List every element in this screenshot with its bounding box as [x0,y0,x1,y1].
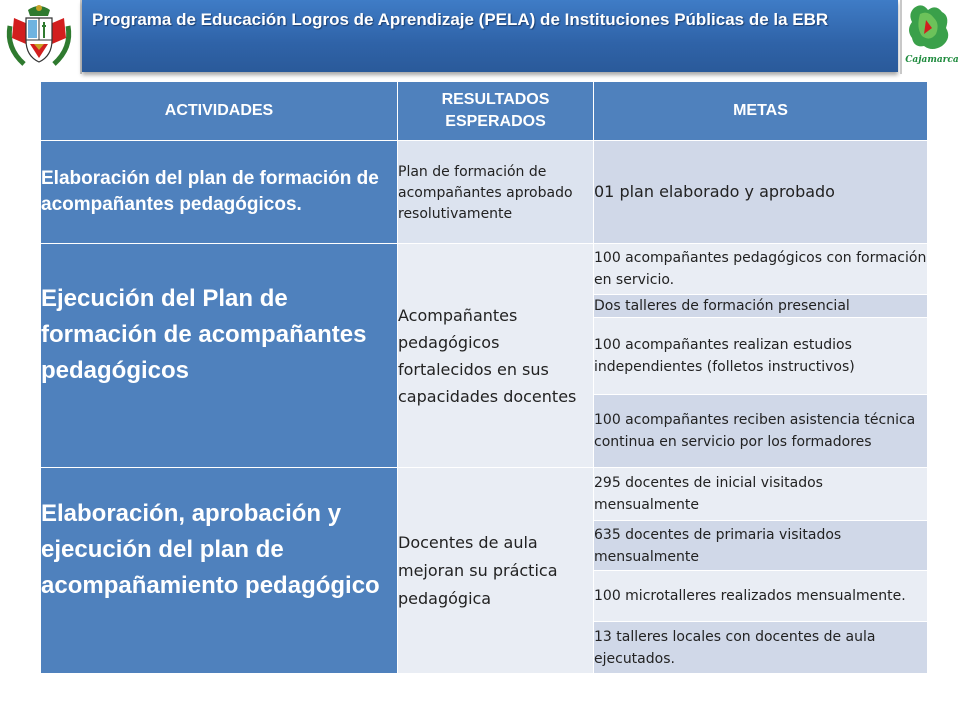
meta-cell: 01 plan elaborado y aprobado [594,141,928,244]
resultado-cell: Docentes de aula mejoran su práctica pedagógica [398,468,594,674]
resultado-cell: Acompañantes pedagógicos fortalecidos en sus capacidades docentes [398,244,594,468]
activities-table [40,81,928,674]
meta-cell: 100 acompañantes pedagógicos con formación en servicio. [594,244,928,295]
table-header-row [41,82,928,141]
actividad-cell: Elaboración, aprobación y ejecución del plan de acompañamiento pedagógico [41,468,398,674]
col-header-resultados: RESULTADOS ESPERADOS [398,82,594,141]
meta-cell: Dos talleres de formación presencial [594,295,928,318]
actividad-cell: Elaboración del plan de formación de acompañantes pedagógicos. [41,141,398,244]
cajamarca-label: Cajamarca [905,55,959,65]
peru-coat-of-arms-icon [0,0,78,72]
meta-cell: 100 acompañantes reciben asistencia técnica continua en servicio por los formadores [594,395,928,468]
page-title: Programa de Educación Logros de Aprendizaje (PELA) de Instituciones Públicas de la EBR [92,10,829,29]
meta-cell: 100 microtalleres realizados mensualmente. [594,571,928,622]
table-row [41,468,928,521]
header-bar [0,0,960,76]
meta-cell: 295 docentes de inicial visitados mensualmente [594,468,928,521]
col-header-metas: METAS [594,82,928,141]
title-band [82,0,898,72]
meta-cell: 13 talleres locales con docentes de aula ejecutados. [594,622,928,674]
meta-cell: 100 acompañantes realizan estudios independientes (folletos instructivos) [594,318,928,395]
table-row [41,141,928,244]
resultado-cell: Plan de formación de acompañantes aprobado resolutivamente [398,141,594,244]
meta-cell: 635 docentes de primaria visitados mensualmente [594,521,928,571]
actividad-cell: Ejecución del Plan de formación de acompañantes pedagógicos [41,244,398,468]
cajamarca-logo-icon [902,0,960,56]
left-emblem-box [0,0,82,74]
table-row [41,244,928,295]
right-logo-box [900,0,960,74]
col-header-actividades: ACTIVIDADES [41,82,398,141]
